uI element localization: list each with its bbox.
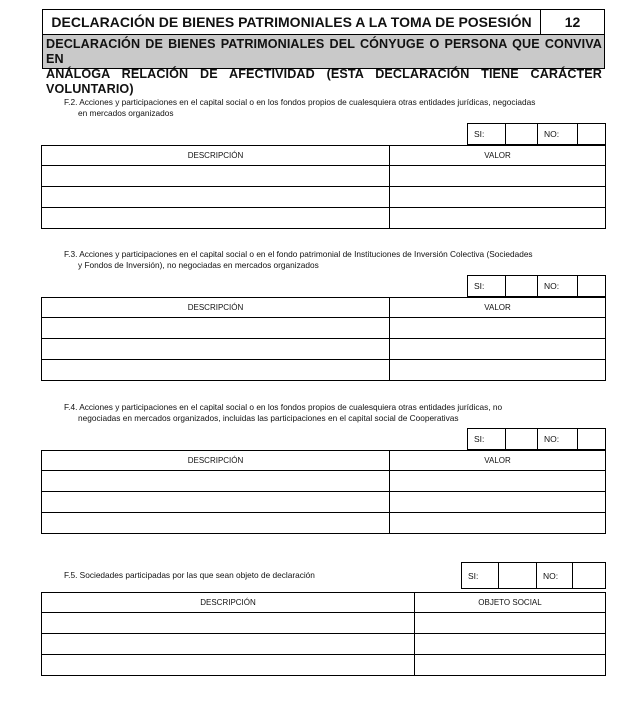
description-cell[interactable]: [42, 513, 390, 534]
table-row: [42, 613, 606, 634]
column-header-valor: VALOR: [390, 146, 606, 166]
section-f4-yesno: [467, 428, 606, 450]
value-cell[interactable]: [390, 471, 606, 492]
page-number: 12: [564, 14, 581, 30]
section-f5-text-line1: F.5. Sociedades participadas por las que sean objeto de declaración: [64, 570, 315, 580]
objeto-social-cell[interactable]: [415, 655, 606, 676]
column-header-valor: VALOR: [390, 298, 606, 318]
table-header-row: [42, 298, 606, 318]
section-f3-yesno: [467, 275, 606, 297]
si-label: SI:: [474, 434, 485, 444]
table-header-row: [42, 451, 606, 471]
section-f2-text-line1: F.2. Acciones y participaciones en el capital social o en los fondos propios de cualesquiera otras entidades jurídicas, negociadas: [64, 97, 536, 107]
column-header-descripcion: DESCRIPCIÓN: [42, 451, 390, 471]
description-cell[interactable]: [42, 166, 390, 187]
no-label: NO:: [536, 563, 572, 588]
table-row: [42, 318, 606, 339]
description-cell[interactable]: [42, 318, 390, 339]
value-cell[interactable]: [390, 166, 606, 187]
no-checkbox[interactable]: [577, 276, 605, 296]
table-row: [42, 360, 606, 381]
si-label: SI:: [474, 281, 485, 291]
si-checkbox[interactable]: [505, 276, 537, 296]
section-f4-text-line1: F.4. Acciones y participaciones en el capital social o en los fondos propios de cualesquiera otras entidades jurídicas, no: [64, 402, 503, 412]
section-f4-heading: [64, 402, 606, 423]
description-cell[interactable]: [42, 613, 415, 634]
column-header-descripcion: DESCRIPCIÓN: [42, 298, 390, 318]
value-cell[interactable]: [390, 360, 606, 381]
si-checkbox[interactable]: [505, 124, 537, 144]
description-cell[interactable]: [42, 187, 390, 208]
description-cell[interactable]: [42, 471, 390, 492]
section-f3-text-line2: y Fondos de Inversión), no negociadas en mercados organizados: [78, 259, 319, 270]
description-cell[interactable]: [42, 634, 415, 655]
si-checkbox[interactable]: [498, 563, 536, 588]
section-f2-table: [41, 145, 606, 229]
description-cell[interactable]: [42, 655, 415, 676]
description-cell[interactable]: [42, 208, 390, 229]
table-row: [42, 655, 606, 676]
section-f2-yesno: [467, 123, 606, 145]
table-row: [42, 513, 606, 534]
description-cell[interactable]: [42, 339, 390, 360]
section-f2-heading: [64, 97, 606, 118]
section-subtitle: [42, 35, 605, 96]
description-cell[interactable]: [42, 360, 390, 381]
section-f3-text-line1: F.3. Acciones y participaciones en el capital social o en el fondo patrimonial de Instituciones de Inversión Colectiva (Sociedades: [64, 249, 533, 259]
section-f4-text-line2: negociadas en mercados organizados, incluidas las participaciones en el capital social de Cooperativas: [78, 412, 459, 423]
section-f3-heading: [64, 249, 606, 270]
objeto-social-cell[interactable]: [415, 634, 606, 655]
section-f5-table: [41, 592, 606, 676]
table-row: [42, 166, 606, 187]
section-f4-table: [41, 450, 606, 534]
si-checkbox[interactable]: [505, 429, 537, 449]
no-checkbox[interactable]: [572, 563, 605, 588]
page-header: [42, 9, 605, 35]
value-cell[interactable]: [390, 208, 606, 229]
table-row: [42, 208, 606, 229]
table-header-row: [42, 593, 606, 613]
column-header-descripcion: DESCRIPCIÓN: [42, 593, 415, 613]
table-row: [42, 471, 606, 492]
value-cell[interactable]: [390, 513, 606, 534]
no-label: NO:: [537, 124, 577, 144]
column-header-objeto-social: OBJETO SOCIAL: [415, 593, 606, 613]
column-header-valor: VALOR: [390, 451, 606, 471]
section-f2-text-line2: en mercados organizados: [78, 107, 174, 118]
form-title: DECLARACIÓN DE BIENES PATRIMONIALES A LA TOMA DE POSESIÓN: [43, 10, 541, 34]
table-row: [42, 492, 606, 513]
no-checkbox[interactable]: [577, 124, 605, 144]
subtitle-line-2: ANÁLOGA RELACIÓN DE AFECTIVIDAD (ESTA DECLARACIÓN TIENE CARÁCTER VOLUNTARIO): [46, 67, 602, 96]
description-cell[interactable]: [42, 492, 390, 513]
si-label: SI:: [468, 570, 479, 581]
section-f5-yesno: [461, 562, 606, 589]
value-cell[interactable]: [390, 339, 606, 360]
no-label: NO:: [537, 276, 577, 296]
table-row: [42, 339, 606, 360]
value-cell[interactable]: [390, 492, 606, 513]
si-label: SI:: [474, 129, 485, 139]
no-label: NO:: [537, 429, 577, 449]
no-checkbox[interactable]: [577, 429, 605, 449]
table-header-row: [42, 146, 606, 166]
value-cell[interactable]: [390, 187, 606, 208]
value-cell[interactable]: [390, 318, 606, 339]
objeto-social-cell[interactable]: [415, 613, 606, 634]
table-row: [42, 634, 606, 655]
column-header-descripcion: DESCRIPCIÓN: [42, 146, 390, 166]
section-f3-table: [41, 297, 606, 381]
table-row: [42, 187, 606, 208]
subtitle-line-1: DECLARACIÓN DE BIENES PATRIMONIALES DEL CÓNYUGE O PERSONA QUE CONVIVA EN: [46, 37, 602, 66]
